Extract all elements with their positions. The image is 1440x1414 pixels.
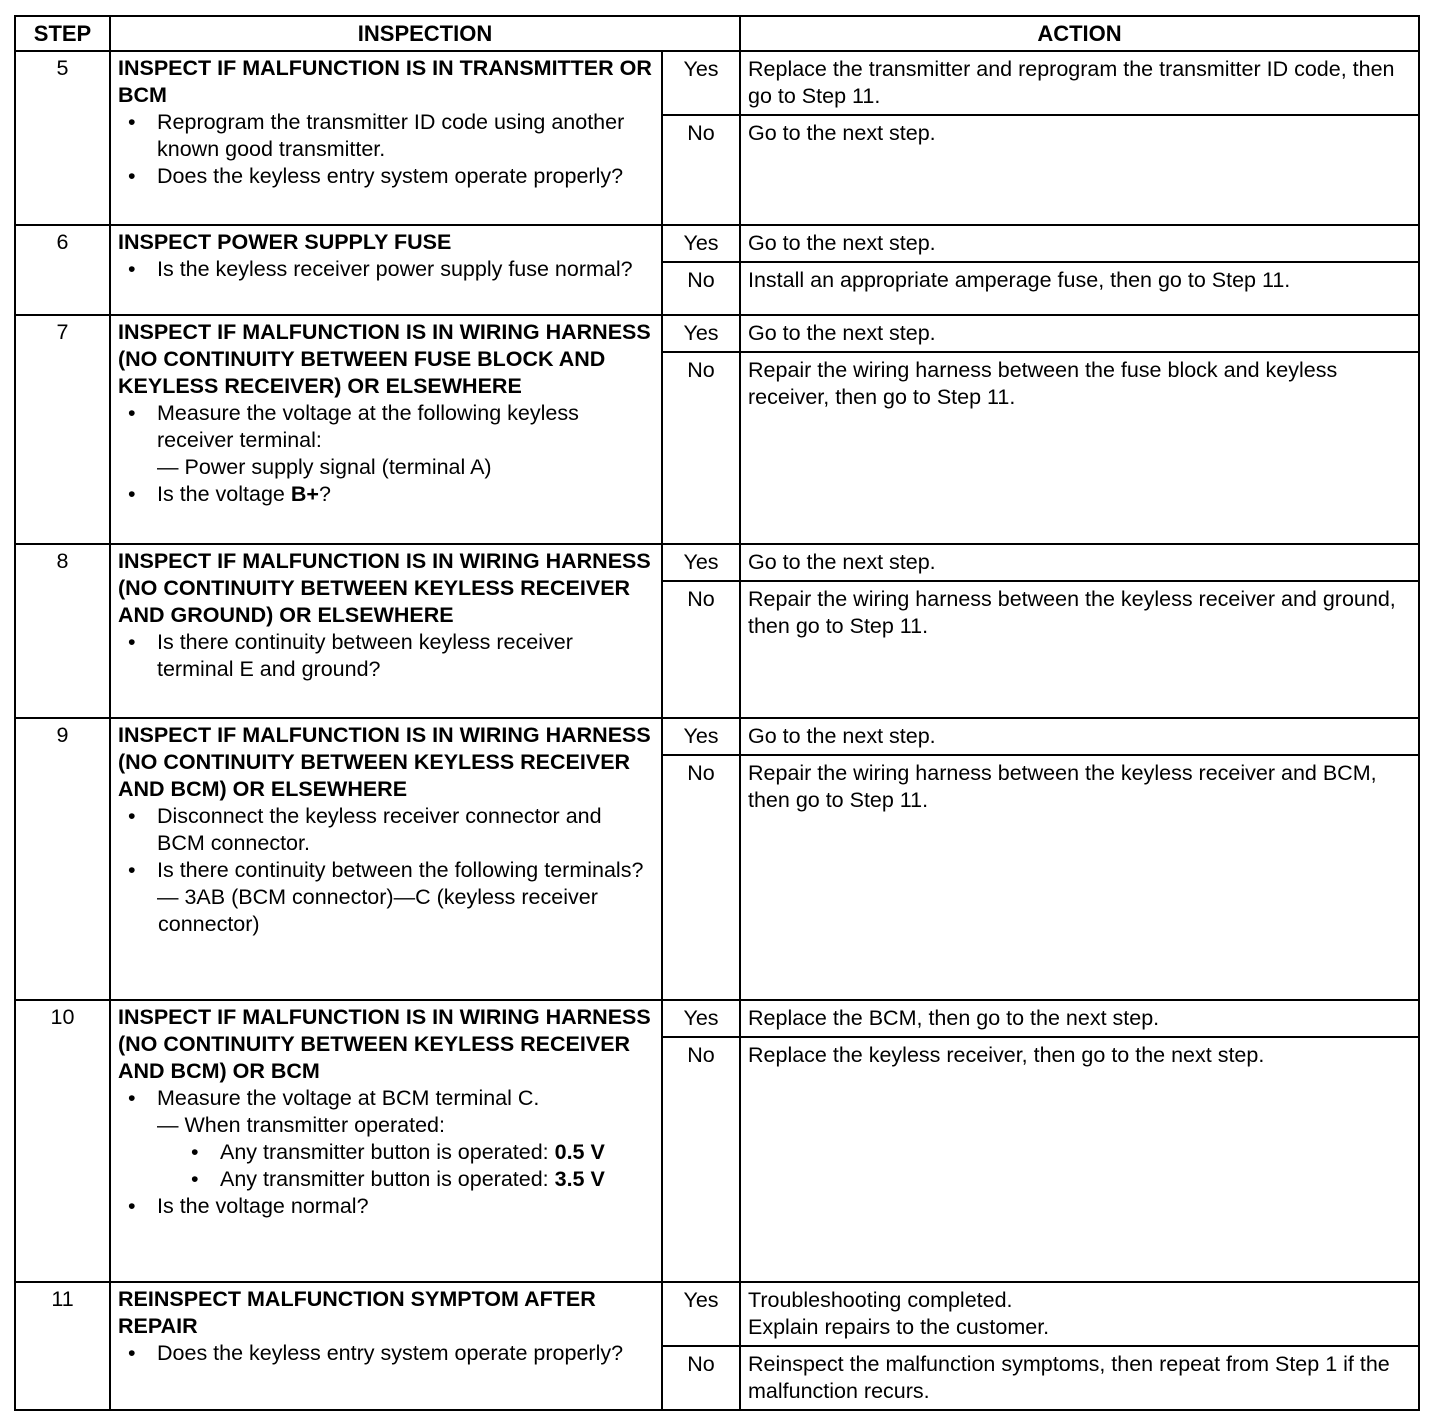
no-action: Repair the wiring harness between the keyless receiver and BCM, then go to Step 11. [740, 755, 1419, 1000]
step-row-6-yes [15, 225, 1419, 262]
subbullet-text: Any transmitter button is operated: [220, 1167, 555, 1191]
no-label: No [662, 115, 740, 225]
inspection-subitem: — 3AB (BCM connector)—C (keyless receiver connector) [157, 885, 598, 936]
yes-action: Replace the BCM, then go to the next step. [740, 1000, 1419, 1037]
inspection-cell [110, 1282, 662, 1410]
step-number: 7 [15, 315, 110, 544]
inspection-title: INSPECT IF MALFUNCTION IS IN WIRING HARNESS (NO CONTINUITY BETWEEN FUSE BLOCK AND KEYLESS RECEIVER) OR ELSEWHERE [118, 320, 651, 398]
inspection-title: INSPECT IF MALFUNCTION IS IN WIRING HARNESS (NO CONTINUITY BETWEEN KEYLESS RECEIVER AND GROUND) OR ELSEWHERE [118, 549, 651, 627]
step-row-9-yes [15, 718, 1419, 755]
inspection-bullet: • Reprogram the transmitter ID code using another known good transmitter. [118, 109, 655, 163]
troubleshooting-sheet [14, 15, 1418, 1411]
step-number: 5 [15, 51, 110, 225]
no-action: Replace the keyless receiver, then go to the next step. [740, 1037, 1419, 1282]
inspection-cell [110, 315, 662, 544]
bullet-text: Is the voltage [157, 482, 291, 506]
inspection-cell [110, 718, 662, 1000]
no-label: No [662, 581, 740, 718]
yes-label: Yes [662, 544, 740, 581]
yes-action-line: Explain repairs to the customer. [748, 1315, 1050, 1339]
header-row [15, 16, 1419, 51]
yes-action: Replace the transmitter and reprogram the transmitter ID code, then go to Step 11. [740, 51, 1419, 115]
subbullet-value: 0.5 V [554, 1140, 605, 1164]
inspection-bullet: • Measure the voltage at the following keyless receiver terminal: [118, 400, 655, 454]
inspection-bullet: • Does the keyless entry system operate properly? [118, 1340, 655, 1367]
inspection-subitem: — When transmitter operated: [157, 1113, 445, 1137]
inspection-bullet: • Is there continuity between the following terminals? [118, 857, 655, 884]
yes-action: Go to the next step. [740, 315, 1419, 352]
inspection-bullet: • Is the keyless receiver power supply fuse normal? [118, 256, 655, 283]
inspection-title: INSPECT IF MALFUNCTION IS IN TRANSMITTER OR BCM [118, 56, 652, 107]
yes-label: Yes [662, 1282, 740, 1346]
inspection-subbullet [118, 1139, 655, 1166]
inspection-bullet: • Is the voltage normal? [118, 1193, 655, 1220]
yes-action-line: Troubleshooting completed. [748, 1288, 1013, 1312]
yes-action [740, 1282, 1419, 1346]
inspection-cell [110, 544, 662, 718]
yes-label: Yes [662, 225, 740, 262]
inspection-title: INSPECT POWER SUPPLY FUSE [118, 230, 452, 254]
inspection-cell [110, 225, 662, 315]
inspection-bullet: • Measure the voltage at BCM terminal C. [118, 1085, 655, 1112]
no-action: Install an appropriate amperage fuse, then go to Step 11. [740, 262, 1419, 315]
step-row-5-yes [15, 51, 1419, 115]
no-label: No [662, 1037, 740, 1282]
step-number: 6 [15, 225, 110, 315]
no-action: Reinspect the malfunction symptoms, then repeat from Step 1 if the malfunction recurs. [740, 1346, 1419, 1410]
yes-action: Go to the next step. [740, 225, 1419, 262]
step-number: 10 [15, 1000, 110, 1282]
inspection-title: INSPECT IF MALFUNCTION IS IN WIRING HARNESS (NO CONTINUITY BETWEEN KEYLESS RECEIVER AND BCM) OR ELSEWHERE [118, 723, 651, 801]
bullet-value: B+ [290, 482, 319, 506]
step-number: 9 [15, 718, 110, 1000]
inspection-bullet [118, 481, 655, 508]
yes-label: Yes [662, 1000, 740, 1037]
no-label: No [662, 352, 740, 544]
step-row-11-yes [15, 1282, 1419, 1346]
step-row-10-yes [15, 1000, 1419, 1037]
inspection-subbullet [118, 1166, 655, 1193]
yes-action: Go to the next step. [740, 718, 1419, 755]
step-row-8-yes [15, 544, 1419, 581]
yes-label: Yes [662, 718, 740, 755]
inspection-title: REINSPECT MALFUNCTION SYMPTOM AFTER REPAIR [118, 1287, 596, 1338]
no-action: Repair the wiring harness between the fuse block and keyless receiver, then go to Step 11. [740, 352, 1419, 544]
inspection-cell [110, 51, 662, 225]
no-label: No [662, 1346, 740, 1410]
inspection-bullet: • Is there continuity between keyless receiver terminal E and ground? [118, 629, 655, 683]
inspection-bullet: • Does the keyless entry system operate properly? [118, 163, 655, 190]
troubleshooting-table [14, 15, 1420, 1411]
yes-action: Go to the next step. [740, 544, 1419, 581]
bullet-suffix: ? [318, 482, 331, 506]
subbullet-value: 3.5 V [554, 1167, 605, 1191]
no-action: Repair the wiring harness between the keyless receiver and ground, then go to Step 11. [740, 581, 1419, 718]
no-label: No [662, 755, 740, 1000]
no-action: Go to the next step. [740, 115, 1419, 225]
step-number: 8 [15, 544, 110, 718]
inspection-title: INSPECT IF MALFUNCTION IS IN WIRING HARNESS (NO CONTINUITY BETWEEN KEYLESS RECEIVER AND BCM) OR BCM [118, 1005, 651, 1083]
step-number: 11 [15, 1282, 110, 1410]
inspection-bullet: • Disconnect the keyless receiver connector and BCM connector. [118, 803, 655, 857]
header-action: ACTION [740, 16, 1419, 51]
no-label: No [662, 262, 740, 315]
header-inspection: INSPECTION [110, 16, 740, 51]
inspection-subitem: — Power supply signal (terminal A) [157, 455, 492, 479]
subbullet-text: Any transmitter button is operated: [220, 1140, 555, 1164]
inspection-cell [110, 1000, 662, 1282]
yes-label: Yes [662, 315, 740, 352]
yes-label: Yes [662, 51, 740, 115]
step-row-7-yes [15, 315, 1419, 352]
header-step: STEP [15, 16, 110, 51]
